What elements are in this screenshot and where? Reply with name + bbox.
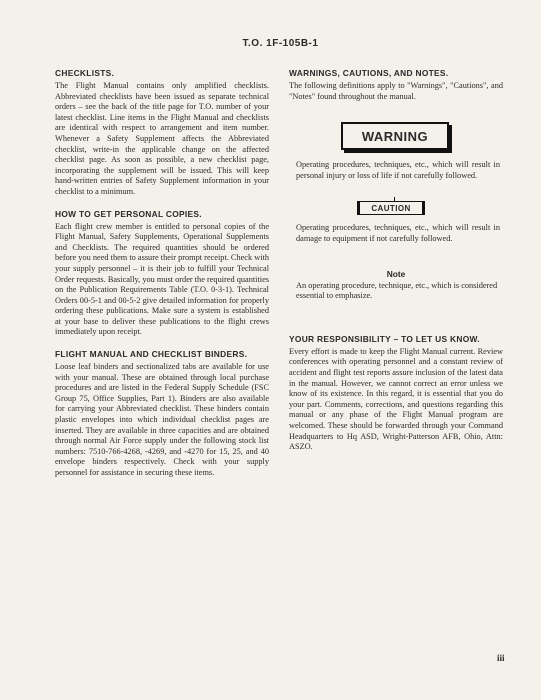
responsibility-heading: YOUR RESPONSIBILITY – TO LET US KNOW. [289,333,480,344]
warnings-heading: WARNINGS, CAUTIONS, AND NOTES. [289,68,449,78]
personal-copies-body: Each flight crew member is entitled to personal copies of the Flight Manual, Safety Supplements, Operational Supplements and Checklists. The required quantities should be ordered before you need them to assure their prompt receipt. Check with your supply personnel – it is their job to fulfill your Technical Order requests. Basically, you must order the required quantities on the Publication Requirements Table (T.O. 0-3-1). Technical Orders 00-5-1 and 00-5-2 give detailed information for properly ordering these publications. Make sure a system is established at your base to deliver these publications to the flight crews immediately upon receipt. [55,221,269,337]
warning-definition: Operating procedures, techniques, etc., which will result in personal injury or loss of life if not carefully followed. [296,160,500,180]
checklists-body: The Flight Manual contains only amplified checklists. Abbreviated checklists have been issued as separate technical orders – see the back of the title page for T.O. number of your latest checklist. Line items in the Flight Manual and checklists are identical with respect to arrangement and item number. Whenever a Safety Supplement affects the Abbreviated checklist, write-in the applicable change on the affected checklist page. As soon as possible, a new checklist page, incorporating the supplement will be issued. This will keep hand-written entries of Safety Supplement information in your checklist to a minimum. [55,81,269,196]
section-personal-copies [55,209,269,339]
checklists-heading: CHECKLISTS. [55,68,115,78]
note-label: Note [386,268,406,279]
binders-body: Loose leaf binders and sectionalized tabs are available for use with your manual. These are obtained through local purchase procedures and are listed in the Federal Supply Schedule (FSC Group 75, Office Supplies, Part 1). Binders are also available for carrying your Abbreviated checklist. These binders contain plastic envelopes into which individual checklist pages are inserted. They are available in three capacities and are obtained through normal Air Force supply under the following stock list numbers: 7510-766-4268, -4269, and -4270 for 15, 25, and 40 envelope binders respectively. Check with your supply personnel for assistance in securing these items. [55,362,269,477]
warnings-body: The following definitions apply to "Warnings", "Cautions", and "Notes" found throughout the manual. [289,81,503,101]
section-responsibility [289,334,503,453]
section-binders [55,349,269,479]
section-checklists [55,68,269,198]
page-number: iii [497,653,505,663]
caution-label-box [357,201,425,215]
right-column [289,68,503,453]
caution-label-frame [357,197,427,217]
responsibility-body: Every effort is made to keep the Flight Manual current. Review conferences with operating personnel and a constant review of accident and flight test reports assure inclusion of the latest data in the manual. However, we cannot correct an error unless we know of its existence. In this regard, it is essential that you do your part. Comments, corrections, and questions regarding this manual or any phase of the Flight Manual program are welcomed. These should be forwarded through your Command Headquarters to Hq ASD, Wright-Patterson AFB, Ohio, Attn: ASZO. [289,346,503,452]
note-definition: An operating procedure, technique, etc., which is considered essential to emphasize. [296,280,498,301]
left-column [55,68,269,490]
warning-label-box: WARNING [341,122,449,150]
caution-definition: Operating procedures, techniques, etc., which will result in damage to equipment if not carefully followed. [296,223,500,243]
personal-copies-heading: HOW TO GET PERSONAL COPIES. [55,208,202,219]
section-warnings [289,68,503,102]
caution-marker-icon [394,197,395,202]
document-number: T.O. 1F-105B-1 [242,38,319,49]
caution-label: CAUTION [371,203,411,213]
binders-heading: FLIGHT MANUAL AND CHECKLIST BINDERS. [55,349,248,360]
